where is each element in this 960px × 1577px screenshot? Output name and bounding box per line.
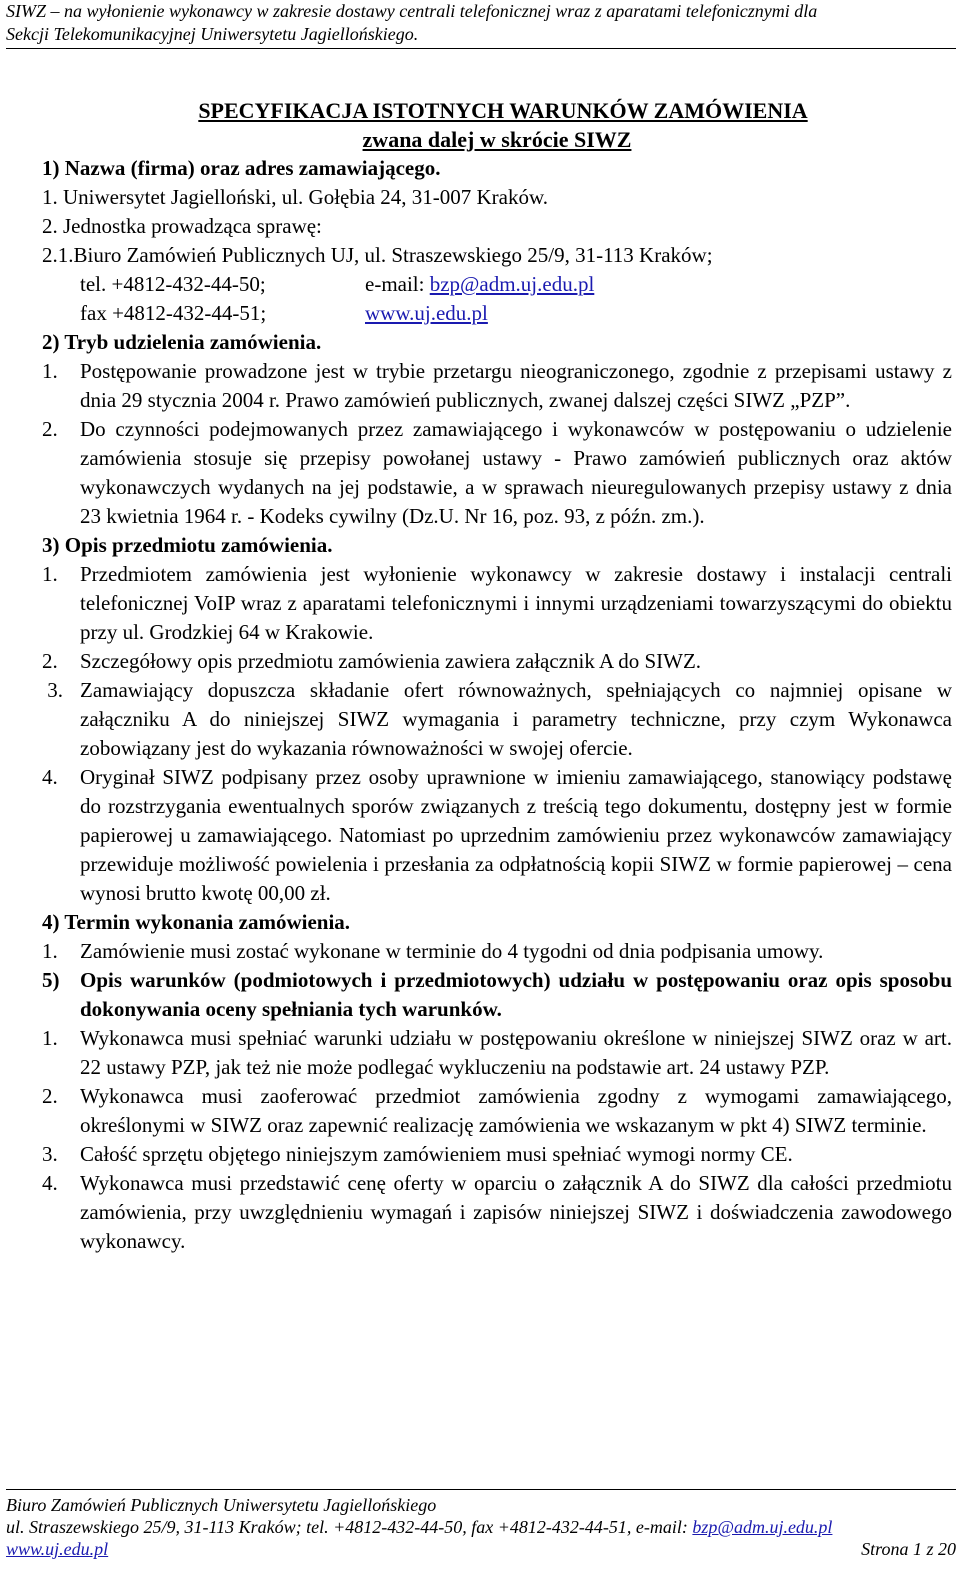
list-item: [42, 415, 952, 531]
header-line-2: Sekcji Telekomunikacyjnej Uniwersytetu Jagiellońskiego.: [6, 24, 419, 44]
s1-item-2: 2. Jednostka prowadząca sprawę:: [42, 214, 322, 238]
page-footer: [6, 1489, 956, 1560]
footer-email-link[interactable]: bzp@adm.uj.edu.pl: [692, 1517, 833, 1537]
footer-address: ul. Straszewskiego 25/9, 31-113 Kraków; tel. +4812-432-44-50, fax +4812-432-44-51, e-mail:: [6, 1517, 693, 1537]
section-2-heading: 2) Tryb udzielenia zamówienia.: [42, 330, 322, 354]
footer-website-link[interactable]: www.uj.edu.pl: [6, 1539, 109, 1559]
s1-item-1: 1. Uniwersytet Jagielloński, ul. Gołębia 24, 31-007 Kraków.: [42, 185, 549, 209]
list-item: [42, 1082, 952, 1140]
list-item: [42, 676, 952, 763]
document-title: SPECYFIKACJA ISTOTNYCH WARUNKÓW ZAMÓWIENIA: [198, 98, 808, 123]
email-field-row: [365, 270, 594, 299]
item-text: Zamówienie musi zostać wykonane w terminie do 4 tygodni od dnia podpisania umowy.: [80, 939, 824, 963]
item-text: Wykonawca musi przedstawić cenę oferty w oparciu o załącznik A do SIWZ dla całości przedmiotu zamówienia, przy uwzględnieniu wymagań i zapisów niniejszej SIWZ i doświadczenia zawodowego wykonawcy.: [80, 1171, 952, 1253]
item-number: 4.: [42, 765, 58, 789]
section-5-number: 5): [42, 968, 60, 992]
section-5-heading: Opis warunków (podmiotowych i przedmiotowych) udziału w postępowaniu oraz opis sposobu dokonywania oceny spełniania tych warunków.: [80, 968, 952, 1021]
footer-line-2: [6, 1516, 956, 1538]
item-number: 1.: [42, 939, 58, 963]
list-item: [42, 1169, 952, 1256]
section-3-heading: 3) Opis przedmiotu zamówienia.: [42, 533, 333, 557]
s1-item-2-1: 2.1.Biuro Zamówień Publicznych UJ, ul. Straszewskiego 25/9, 31-113 Kraków;: [42, 243, 713, 267]
page-number: Strona 1 z 20: [861, 1539, 956, 1559]
contact-row-tel: [42, 270, 952, 299]
list-item: [42, 647, 952, 676]
list-item: [42, 763, 952, 908]
footer-line-1: Biuro Zamówień Publicznych Uniwersytetu Jagiellońskiego: [6, 1495, 437, 1515]
document-subtitle: zwana dalej w skrócie SIWZ: [362, 127, 632, 152]
item-text: Postępowanie prowadzone jest w trybie przetargu nieograniczonego, zgodnie z przepisami ustawy z dnia 29 stycznia 2004 r. Prawo zamówień publicznych, zwanej dalszej części SIWZ „PZP”.: [80, 359, 952, 412]
footer-line-3: [6, 1538, 956, 1560]
section-5-heading-row: [42, 966, 952, 1024]
item-text: Oryginał SIWZ podpisany przez osoby uprawnione w imieniu zamawiającego, stanowiący podstawę do rozstrzygania ewentualnych sporów związanych z treścią tego dokumentu, dostępny jest w formie papierowej u zamawiającego. Natomiast po uprzednim zamówieniu przez wykonawców zamawiający przewiduje możliwość powielenia i przesłania za odpłatnością kopii SIWZ w formie papierowej – cena wynosi brutto kwotę 00,00 zł.: [80, 765, 952, 905]
page-header: [6, 0, 956, 49]
item-number: 1.: [42, 562, 58, 586]
list-item: [42, 1140, 952, 1169]
item-text: Do czynności podejmowanych przez zamawiającego i wykonawców w postępowaniu o udzielenie zamówienia stosuje się przepisy powołanej ustawy - Prawo zamówień publicznych oraz aktów wykonawczych wydanych na jej podstawie, a w sprawach nieuregulowanych przepisy ustawy z dnia 23 kwietnia 1964 r. - Kodeks cywilny (Dz.U. Nr 16, poz. 93, z późn. zm.).: [80, 417, 952, 528]
list-item: [42, 560, 952, 647]
list-item: [42, 357, 952, 415]
item-text: Zamawiający dopuszcza składanie ofert równoważnych, spełniających co najmniej opisane w załączniku A do niniejszej SIWZ wymagania i parametry techniczne, przy czym Wykonawca zobowiązany jest do wykazania równoważności w swojej ofercie.: [80, 678, 952, 760]
item-number: 2.: [42, 649, 58, 673]
tel-number: tel. +4812-432-44-50;: [80, 272, 266, 296]
section-1-heading: 1) Nazwa (firma) oraz adres zamawiającego.: [42, 156, 441, 180]
item-text: Szczegółowy opis przedmiotu zamówienia zawiera załącznik A do SIWZ.: [80, 649, 702, 673]
item-number: 4.: [42, 1171, 58, 1195]
section-4-heading: 4) Termin wykonania zamówienia.: [42, 910, 351, 934]
item-number: 2.: [42, 1084, 58, 1108]
email-label: e-mail:: [365, 272, 430, 296]
header-line-1: SIWZ – na wyłonienie wykonawcy w zakresie dostawy centrali telefonicznej wraz z aparatami telefonicznymi dla: [6, 1, 818, 21]
website-link[interactable]: www.uj.edu.pl: [365, 301, 488, 325]
item-number: 2.: [42, 417, 58, 441]
item-number: 3.: [42, 678, 63, 702]
fax-number: fax +4812-432-44-51;: [80, 301, 267, 325]
list-item: [42, 1024, 952, 1082]
item-text: Wykonawca musi spełniać warunki udziału w postępowaniu określone w niniejszej SIWZ oraz w art. 22 ustawy PZP, jak też nie może podlegać wykluczeniu na podstawie art. 24 ustawy PZP.: [80, 1026, 952, 1079]
item-text: Całość sprzętu objętego niniejszym zamówieniem musi spełniać wymogi normy CE.: [80, 1142, 793, 1166]
list-item: [42, 937, 952, 966]
email-link[interactable]: bzp@adm.uj.edu.pl: [429, 272, 595, 296]
item-number: 3.: [42, 1142, 58, 1166]
item-text: Wykonawca musi zaoferować przedmiot zamówienia zgodny z wymogami zamawiającego, określonymi w SIWZ oraz zapewnić realizację zamówienia we wskazanym w pkt 4) SIWZ terminie.: [80, 1084, 952, 1137]
item-number: 1.: [42, 1026, 58, 1050]
document-body: [42, 96, 952, 1256]
contact-row-fax: [42, 299, 952, 328]
item-text: Przedmiotem zamówienia jest wyłonienie wykonawcy w zakresie dostawy i instalacji centrali telefonicznej VoIP wraz z aparatami telefonicznymi i innymi urządzeniami towarzyszącymi do obiektu przy ul. Grodzkiej 64 w Krakowie.: [80, 562, 952, 644]
item-number: 1.: [42, 359, 58, 383]
